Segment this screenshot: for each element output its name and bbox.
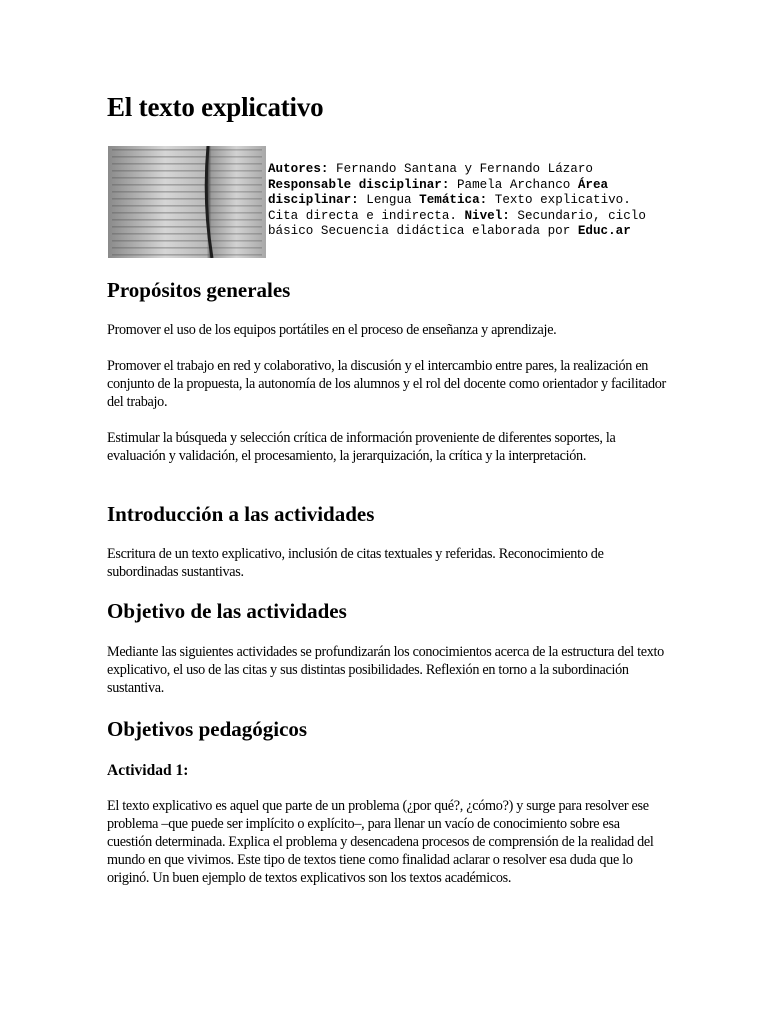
objective-heading: Objetivo de las actividades <box>107 599 347 623</box>
intro-paragraph: Escritura de un texto explicativo, inclusión de citas textuales y referidas. Reconocimiento de subordinadas sustantivas. <box>107 546 604 580</box>
page-title: El texto explicativo <box>107 92 324 122</box>
org-name: Educ.ar <box>577 224 631 238</box>
responsible-label: Responsable disciplinar: <box>268 177 450 192</box>
pedagogic-heading: Objetivos pedagógicos <box>107 717 308 741</box>
purposes-paragraph-1: Promover el uso de los equipos portátiles en el proceso de enseñanza y aprendizaje. <box>107 322 557 338</box>
objective-paragraph: Mediante las siguientes actividades se profundizarán los conocimientos acerca de la estructura del texto explicativo, el uso de las citas y sus distintas posibilidades. Reflexión en torno a la subordinación sustantiva. <box>107 644 664 696</box>
area-value: Lengua <box>358 193 420 207</box>
purposes-paragraph-3: Estimular la búsqueda y selección crítica de información proveniente de diferentes soportes, la evaluación y validación, el procesamiento, la jerarquización, la crítica y la interpretación. <box>107 430 616 464</box>
theme-value: Texto explicativo. Cita directa e indirecta. <box>268 193 631 223</box>
document-metadata <box>268 162 648 240</box>
authors-value: Fernando Santana y Fernando Lázaro <box>328 162 593 176</box>
activity-1-paragraph: El texto explicativo es aquel que parte de un problema (¿por qué?, ¿cómo?) y surge para resolver ese problema –que puede ser implícito o explícito–, para llenar un vacío de conocimiento sobre esa cuestión determinada. Explica el problema y desencadena procesos de comprensión de la realidad del mundo en que vivimos. Este tipo de textos tiene como finalidad aclarar o resolver esa duda que lo originó. Un buen ejemplo de textos explicativos son los textos académicos. <box>107 798 654 886</box>
purposes-heading: Propósitos generales <box>107 278 291 302</box>
level-label: Nivel: <box>464 208 510 223</box>
level-value: Secundario, ciclo básico Secuencia didáctica elaborada por <box>268 208 646 238</box>
theme-label: Temática: <box>419 193 488 207</box>
purposes-paragraph-2: Promover el trabajo en red y colaborativo, la discusión y el intercambio entre pares, la realización en conjunto de la propuesta, la autonomía de los alumnos y el rol del docente como orientador y facilitador del trabajo. <box>107 358 666 410</box>
intro-heading: Introducción a las actividades <box>107 502 375 526</box>
activity-1-heading: Actividad 1: <box>107 762 189 779</box>
responsible-value: Pamela Archanco <box>449 177 578 192</box>
area-label: Área disciplinar: <box>268 177 609 207</box>
open-book-photo <box>108 146 266 258</box>
authors-label: Autores: <box>268 162 329 176</box>
